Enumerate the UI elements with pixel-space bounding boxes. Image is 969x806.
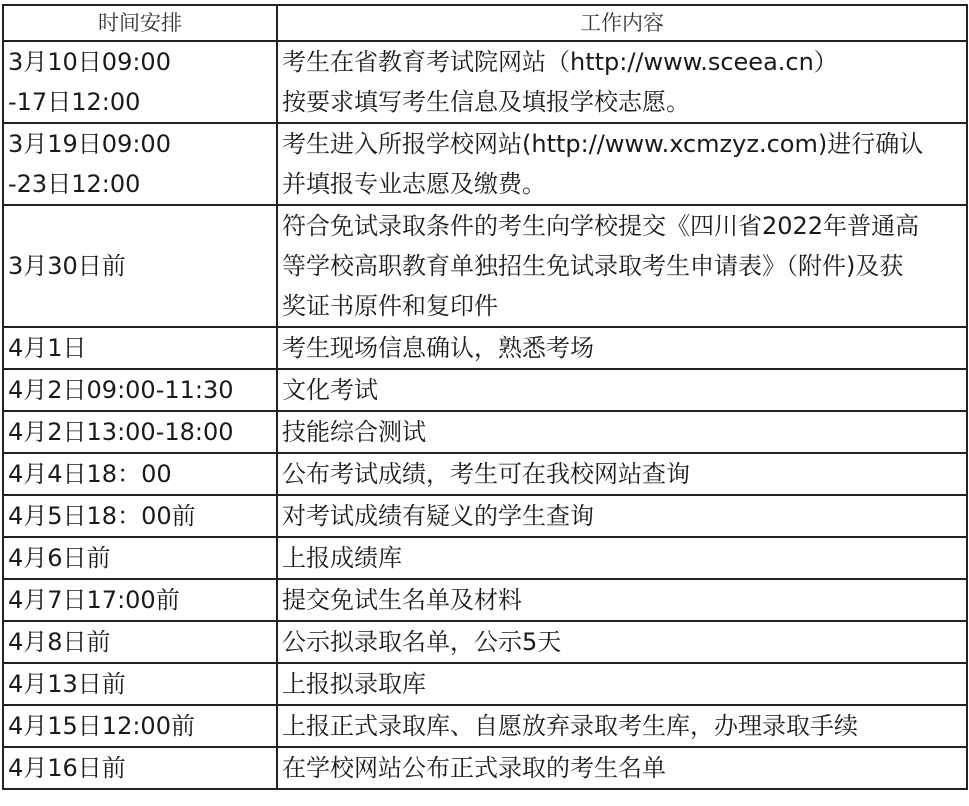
time-text: 4月16日前 bbox=[8, 754, 126, 782]
work-cell bbox=[277, 453, 967, 495]
work-cell bbox=[277, 369, 967, 411]
time-cell bbox=[3, 411, 277, 453]
work-cell bbox=[277, 663, 967, 705]
time-text: 4月4日18：00 bbox=[8, 460, 172, 488]
work-cell bbox=[277, 495, 967, 537]
table-row bbox=[3, 537, 967, 579]
work-cell bbox=[277, 747, 967, 789]
work-cell bbox=[277, 327, 967, 369]
time-text: -17日12:00 bbox=[8, 88, 141, 116]
work-cell bbox=[277, 705, 967, 747]
time-text: 4月8日前 bbox=[8, 628, 111, 656]
work-text: 奖证书原件和复印件 bbox=[282, 292, 498, 320]
table-row bbox=[3, 411, 967, 453]
time-cell bbox=[3, 537, 277, 579]
time-text: 4月2日09:00-11:30 bbox=[8, 376, 234, 404]
table-header-row bbox=[3, 5, 967, 41]
work-text: 上报正式录取库、自愿放弃录取考生库，办理录取手续 bbox=[282, 712, 858, 740]
work-text: 并填报专业志愿及缴费。 bbox=[282, 170, 546, 198]
time-text: 4月13日前 bbox=[8, 670, 126, 698]
work-text: 考生进入所报学校网站(http://www.xcmzyz.com)进行确认 bbox=[282, 130, 924, 158]
time-cell bbox=[3, 747, 277, 789]
time-cell bbox=[3, 705, 277, 747]
work-cell bbox=[277, 411, 967, 453]
work-cell bbox=[277, 123, 967, 205]
work-cell bbox=[277, 205, 967, 327]
time-column-header: 时间安排 bbox=[3, 5, 277, 41]
work-text: 符合免试录取条件的考生向学校提交《四川省2022年普通高 bbox=[282, 212, 920, 240]
time-text: 4月5日18：00前 bbox=[8, 502, 196, 530]
time-text: 3月30日前 bbox=[8, 252, 126, 280]
table-row bbox=[3, 123, 967, 205]
time-cell bbox=[3, 123, 277, 205]
table-row bbox=[3, 621, 967, 663]
work-cell bbox=[277, 537, 967, 579]
time-cell bbox=[3, 327, 277, 369]
work-text: 按要求填写考生信息及填报学校志愿。 bbox=[282, 88, 690, 116]
table-row bbox=[3, 495, 967, 537]
time-cell bbox=[3, 205, 277, 327]
time-text: 4月2日13:00-18:00 bbox=[8, 418, 234, 446]
table-row bbox=[3, 747, 967, 789]
work-cell bbox=[277, 41, 967, 123]
table-row bbox=[3, 205, 967, 327]
work-text: 上报成绩库 bbox=[282, 544, 402, 572]
time-cell bbox=[3, 453, 277, 495]
work-text: 公布考试成绩，考生可在我校网站查询 bbox=[282, 460, 690, 488]
work-text: 等学校高职教育单独招生免试录取考生申请表》（附件)及获 bbox=[282, 252, 904, 280]
time-text: -23日12:00 bbox=[8, 170, 141, 198]
work-text: 文化考试 bbox=[282, 376, 378, 404]
table-row bbox=[3, 327, 967, 369]
table-row bbox=[3, 579, 967, 621]
work-text: 考生在省教育考试院网站（http://www.sceea.cn） bbox=[282, 48, 838, 76]
work-cell bbox=[277, 579, 967, 621]
table-row bbox=[3, 453, 967, 495]
time-text: 4月7日17:00前 bbox=[8, 586, 180, 614]
work-text: 对考试成绩有疑义的学生查询 bbox=[282, 502, 594, 530]
table-body bbox=[3, 41, 967, 789]
time-cell bbox=[3, 579, 277, 621]
work-column-header: 工作内容 bbox=[277, 5, 967, 41]
table-row bbox=[3, 41, 967, 123]
work-text: 考生现场信息确认，熟悉考场 bbox=[282, 334, 594, 362]
time-cell bbox=[3, 495, 277, 537]
time-text: 3月10日09:00 bbox=[8, 48, 171, 76]
work-cell bbox=[277, 621, 967, 663]
table-row bbox=[3, 369, 967, 411]
time-text: 4月15日12:00前 bbox=[8, 712, 195, 740]
time-text: 3月19日09:00 bbox=[8, 130, 171, 158]
work-text: 技能综合测试 bbox=[282, 418, 426, 446]
schedule-table bbox=[2, 4, 968, 790]
time-cell bbox=[3, 369, 277, 411]
work-text: 上报拟录取库 bbox=[282, 670, 426, 698]
time-cell bbox=[3, 663, 277, 705]
table-row bbox=[3, 663, 967, 705]
time-text: 4月1日 bbox=[8, 334, 87, 362]
work-text: 提交免试生名单及材料 bbox=[282, 586, 522, 614]
table-row bbox=[3, 705, 967, 747]
time-text: 4月6日前 bbox=[8, 544, 111, 572]
work-text: 公示拟录取名单，公示5天 bbox=[282, 628, 562, 656]
time-cell bbox=[3, 621, 277, 663]
time-cell bbox=[3, 41, 277, 123]
work-text: 在学校网站公布正式录取的考生名单 bbox=[282, 754, 666, 782]
